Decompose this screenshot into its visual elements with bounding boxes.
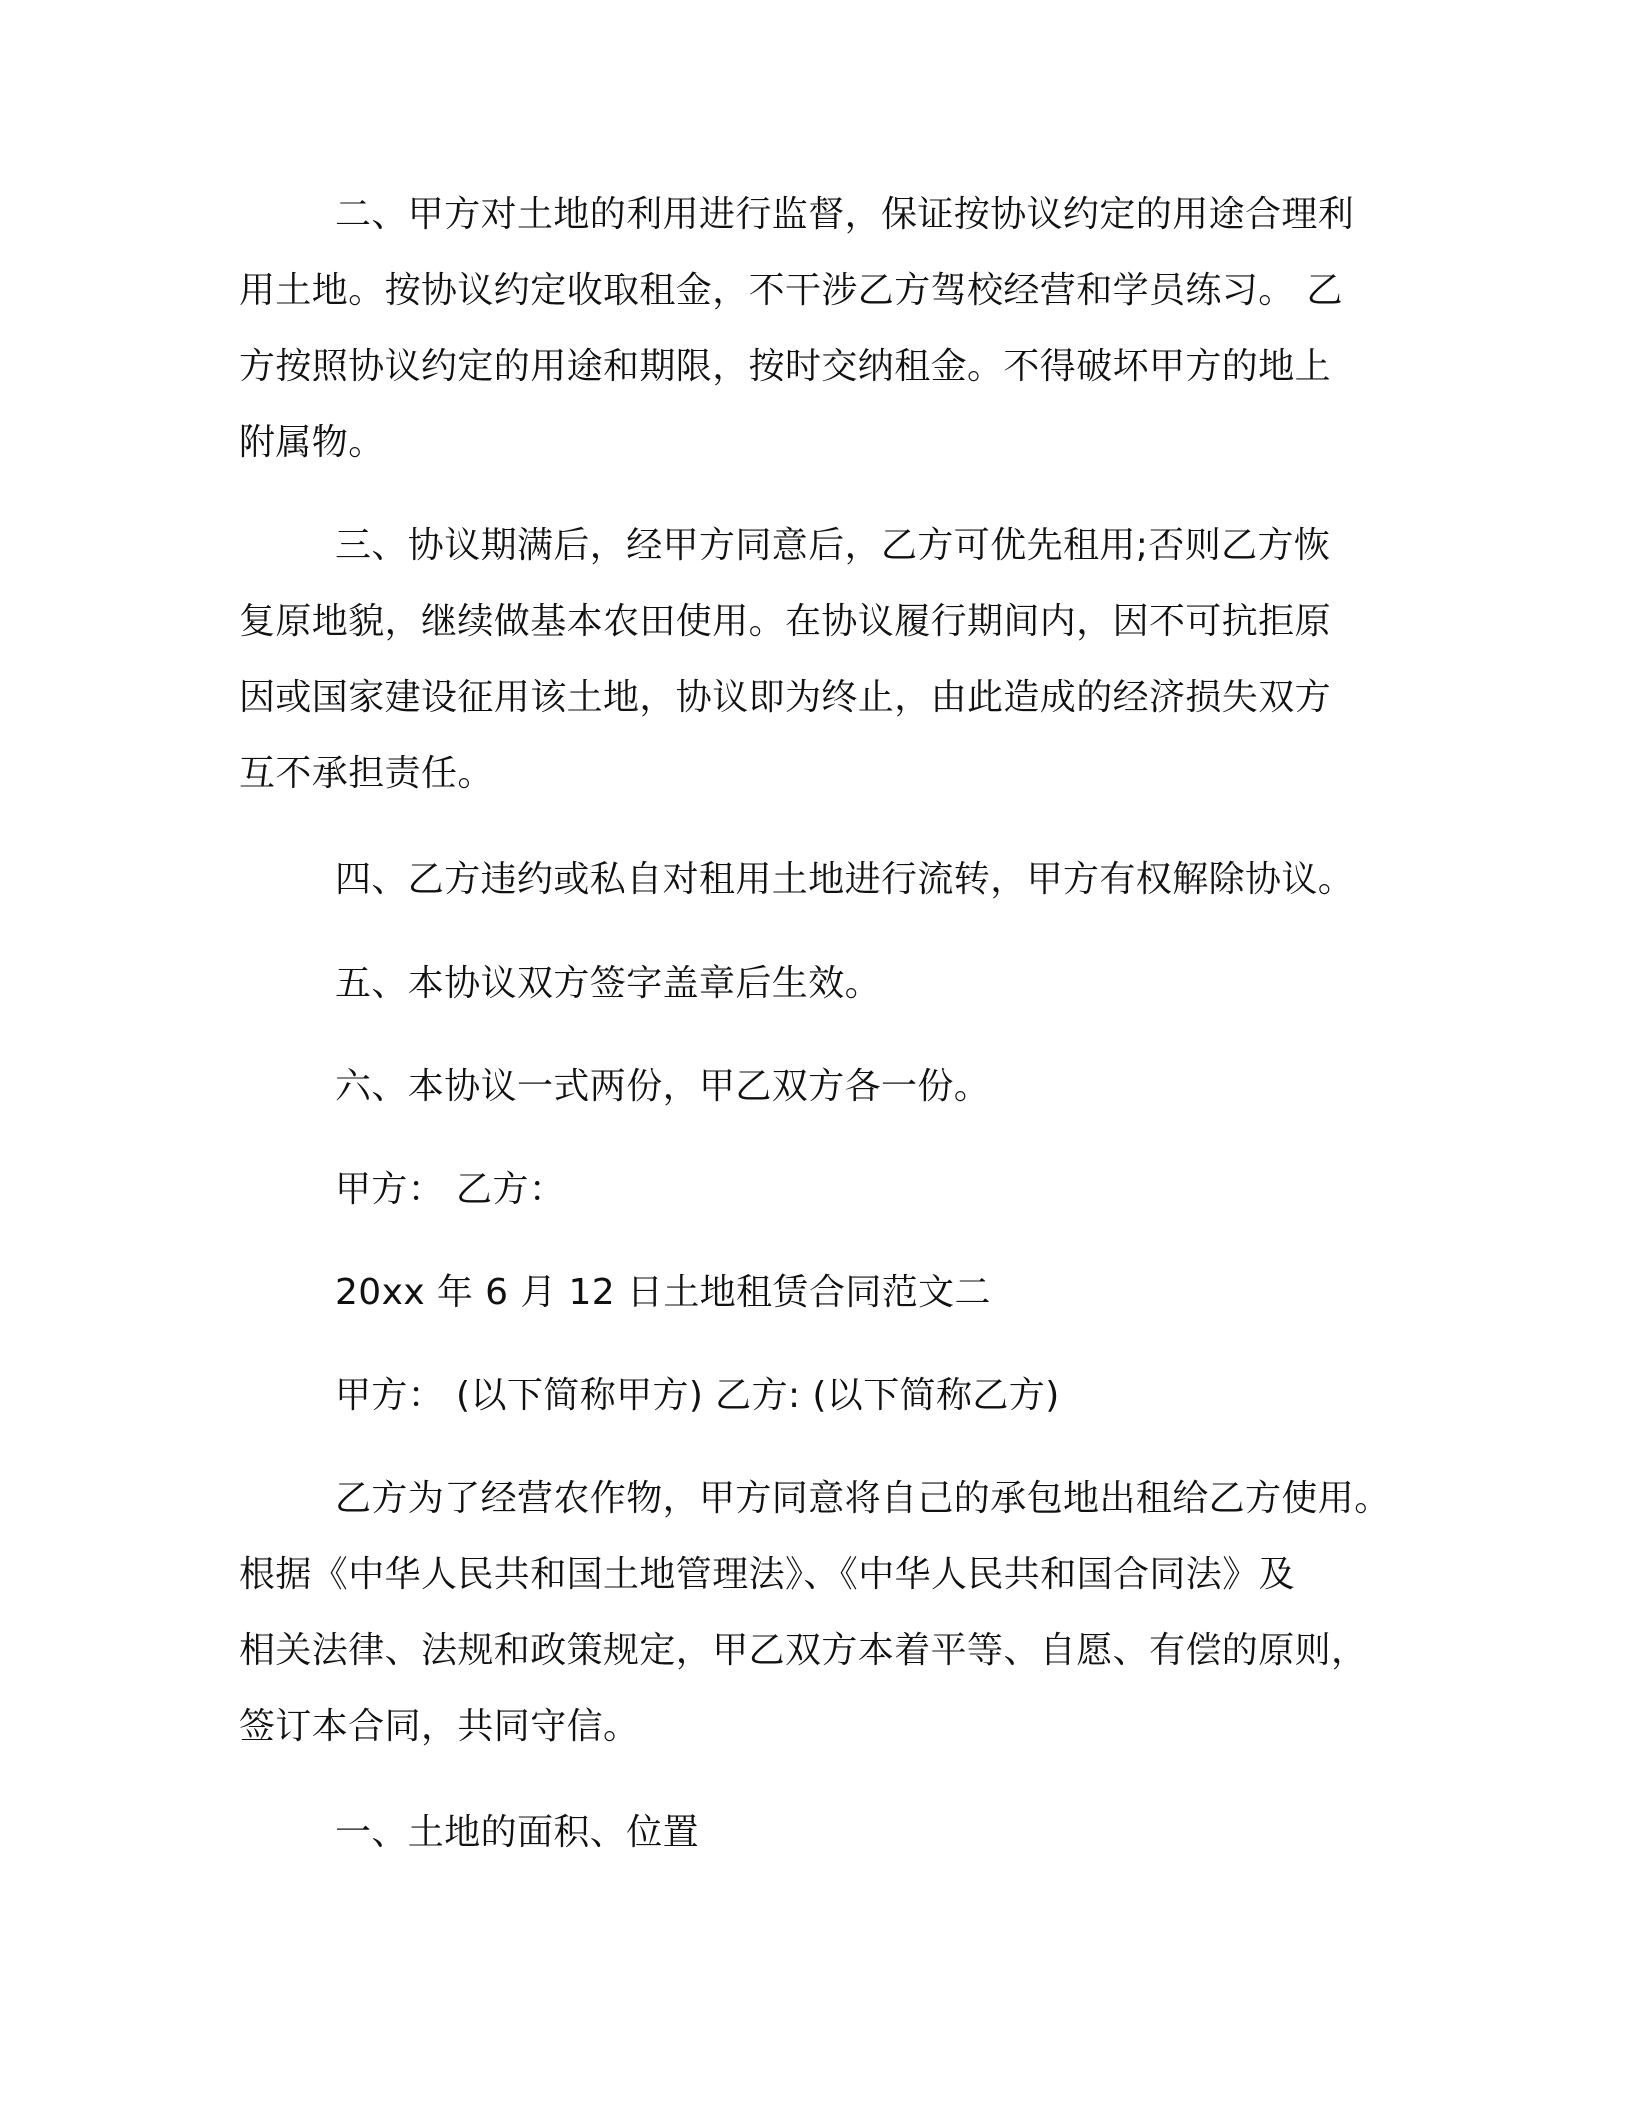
text-line: 签订本合同，共同守信。: [239, 1706, 640, 1747]
text-line: 二、甲方对土地的利用进行监督，保证按协议约定的用途合理利: [335, 194, 1355, 235]
date-and-title: 20xx 年 6 月 12 日土地租赁合同范文二: [335, 1272, 991, 1313]
text-line: 附属物。: [239, 422, 385, 463]
paragraph-clause-2: [239, 177, 1399, 481]
text-line: 因或国家建设征用该土地，协议即为终止，由此造成的经济损失双方: [239, 677, 1332, 718]
clause-4: 四、乙方违约或私自对租用土地进行流转，甲方有权解除协议。: [335, 859, 1355, 900]
signature-parties: 甲方： 乙方：: [335, 1169, 566, 1210]
text-line: 相关法律、法规和政策规定，甲乙双方本着平等、自愿、有偿的原则，: [239, 1630, 1368, 1671]
text-line: 根据《中华人民共和国土地管理法》、《中华人民共和国合同法》及: [239, 1554, 1296, 1595]
party-designation: 甲方： (以下简称甲方) 乙方: (以下简称乙方): [335, 1375, 1060, 1416]
text-line: 方按照协议约定的用途和期限，按时交纳租金。不得破坏甲方的地上: [239, 346, 1332, 387]
text-line: 用土地。按协议约定收取租金，不干涉乙方驾校经营和学员练习。 乙: [239, 270, 1343, 311]
text-line: 乙方为了经营农作物，甲方同意将自己的承包地出租给乙方使用。: [335, 1478, 1391, 1519]
clause-6: 六、本协议一式两份，甲乙双方各一份。: [335, 1066, 991, 1107]
text-line: 互不承担责任。: [239, 753, 494, 794]
text-line: 复原地貌，继续做基本农田使用。在协议履行期间内，因不可抗拒原: [239, 601, 1332, 642]
section-heading: 一、土地的面积、位置: [335, 1812, 700, 1853]
contract-preamble: [239, 1461, 1399, 1765]
paragraph-clause-3: [239, 508, 1399, 812]
text-line: 三、协议期满后，经甲方同意后，乙方可优先租用;否则乙方恢: [335, 525, 1331, 566]
clause-5: 五、本协议双方签字盖章后生效。: [335, 963, 882, 1004]
